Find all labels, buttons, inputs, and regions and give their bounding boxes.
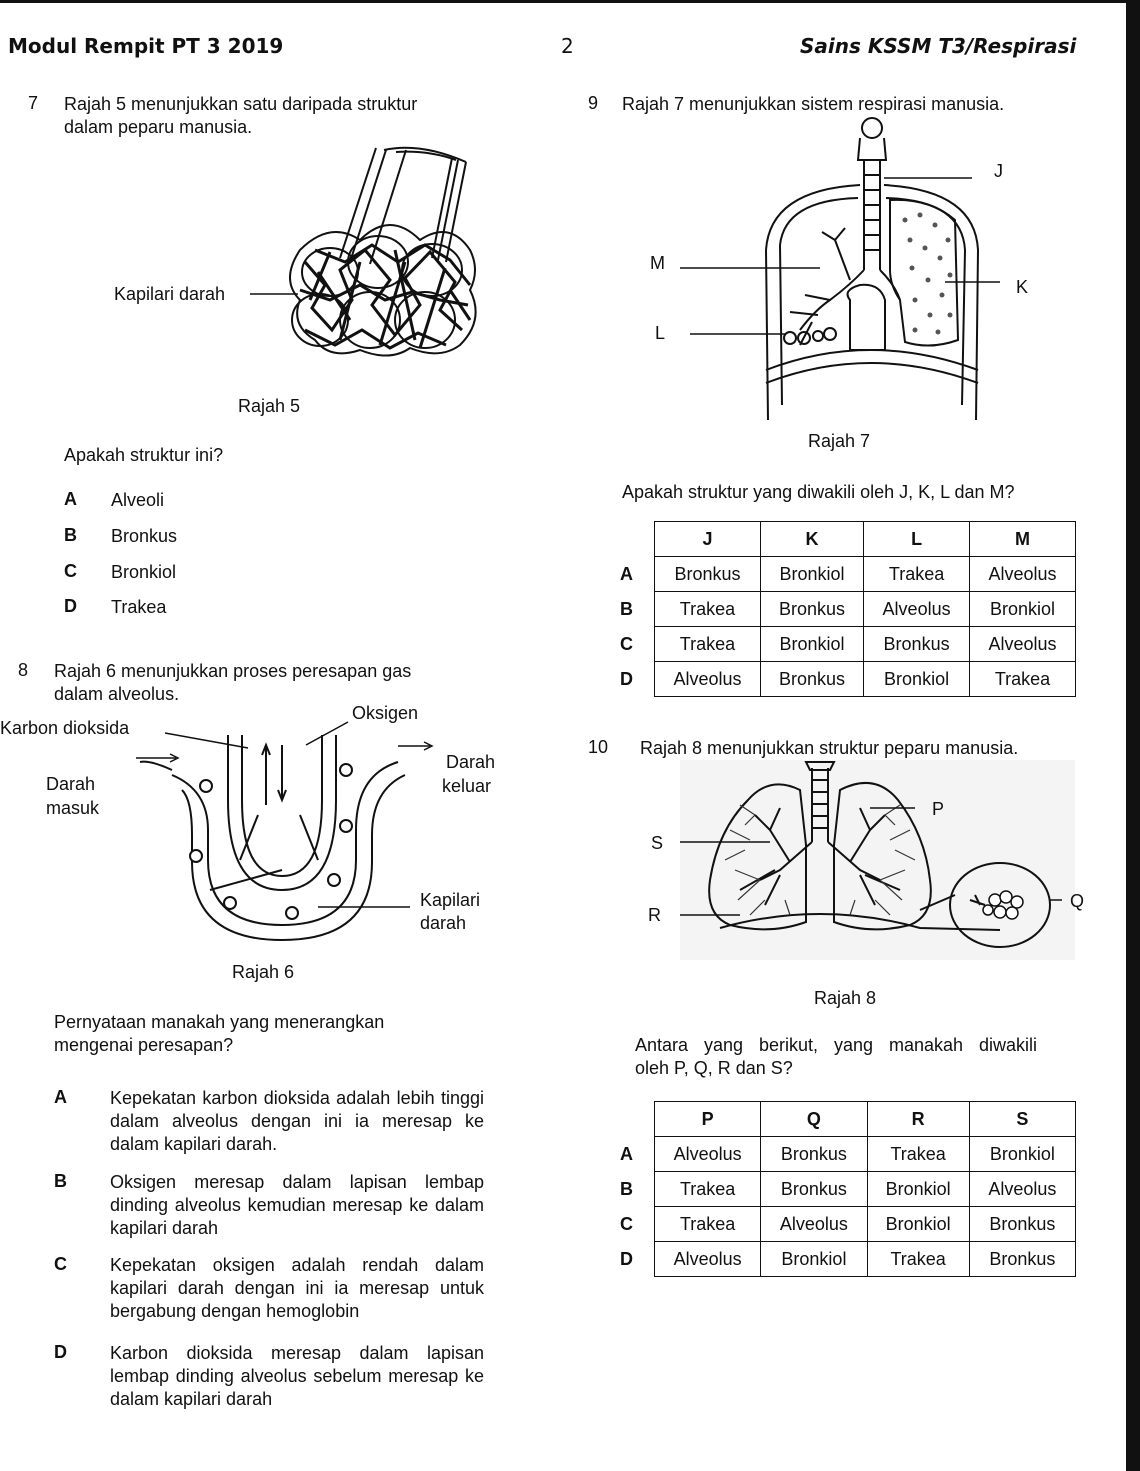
rajah6-label-darah-keluar-2: keluar [442,776,492,796]
q10-cell: Trakea [867,1137,969,1172]
q10-cell: Bronkus [761,1137,867,1172]
q10-cell: Bronkiol [867,1207,969,1242]
q9-cell: Alveolus [970,627,1076,662]
q7-stem-line1: Rajah 5 menunjukkan satu daripada struktur [64,94,418,114]
q9-header-j: J [655,522,761,557]
q8-question-line2: mengenai peresapan? [54,1035,234,1055]
q10-cell: Bronkus [969,1207,1075,1242]
q7-question: Apakah struktur ini? [64,445,224,465]
q10-answer-table [612,1101,1076,1277]
q7-option-c-letter[interactable]: C [64,561,77,581]
q8-option-c-text[interactable]: Kepekatan oksigen adalah rendah dalam kapilari darah dengan ini ia meresap untuk bergabung dengan hemoglobin [110,1255,484,1321]
q9-cell: Bronkiol [760,627,863,662]
q8-stem-line2: dalam alveolus. [54,684,180,704]
q9-cell: Bronkus [655,557,761,592]
rajah6-label-darah-masuk-1: Darah [46,774,96,794]
q9-cell: Trakea [655,627,761,662]
q9-cell: Alveolus [970,557,1076,592]
header-page-number: 2 [561,34,574,58]
q10-row-b-letter[interactable]: B [620,1178,633,1199]
q8-question-line1: Pernyataan manakah yang menerangkan [54,1012,385,1032]
q8-option-b-text[interactable]: Oksigen meresap dalam lapisan lembap dinding alveolus kemudian meresap ke dalam kapilari darah [110,1172,484,1238]
q10-cell: Trakea [655,1172,761,1207]
q9-cell: Bronkus [760,662,863,697]
q7-option-b-letter[interactable]: B [64,525,77,545]
q10-header-p: P [655,1102,761,1137]
rajah7-label-k: K [1016,277,1029,297]
q10-header-s: S [969,1102,1075,1137]
q9-cell: Bronkus [864,627,970,662]
q10-cell: Bronkiol [761,1242,867,1277]
q9-header-m: M [970,522,1076,557]
q9-stem: Rajah 7 menunjukkan sistem respirasi manusia. [622,94,1005,114]
q8-option-d-text[interactable]: Karbon dioksida meresap dalam lapisan lembap dinding alveolus sebelum meresap ke dalam kapilari darah [110,1343,484,1409]
q10-cell: Alveolus [655,1242,761,1277]
q9-question: Apakah struktur yang diwakili oleh J, K, L dan M? [622,482,1015,502]
q10-row-a[interactable] [612,1137,1076,1172]
rajah8-label-q: Q [1070,891,1085,911]
rajah6-label-kapilari-2: darah [420,913,467,933]
q7-option-d-text[interactable]: Trakea [111,597,167,617]
rajah8-label-s: S [651,833,664,853]
q10-cell: Bronkus [969,1242,1075,1277]
rajah7-label-j: J [994,161,1003,181]
rajah8-label-p: P [932,799,945,819]
q10-number: 10 [588,737,609,757]
q10-row-c[interactable] [612,1207,1076,1242]
q7-option-a-text[interactable]: Alveoli [111,490,165,510]
rajah6-caption: Rajah 6 [232,962,295,982]
q8-number: 8 [18,660,29,680]
q10-cell: Bronkiol [867,1172,969,1207]
rajah6-label-darah-keluar-1: Darah [446,752,496,772]
rajah5-label-kapilari: Kapilari darah [114,284,226,304]
q9-number: 9 [588,93,599,113]
q7-option-c-text[interactable]: Bronkiol [111,562,177,582]
q10-table-corner [612,1102,655,1137]
q10-cell: Alveolus [761,1207,867,1242]
q9-header-k: K [760,522,863,557]
q10-cell: Bronkiol [969,1137,1075,1172]
q8-stem-line1: Rajah 6 menunjukkan proses peresapan gas [54,661,412,681]
rajah7-caption: Rajah 7 [808,431,871,451]
q10-row-b[interactable] [612,1172,1076,1207]
q8-option-a-letter[interactable]: A [54,1087,67,1107]
rajah8-caption: Rajah 8 [814,988,877,1008]
rajah8-label-r: R [648,905,661,925]
q9-row-c-letter[interactable]: C [620,633,633,654]
q10-cell: Alveolus [969,1172,1075,1207]
q7-option-d-letter[interactable]: D [64,596,77,616]
q8-option-d-letter[interactable]: D [54,1342,67,1362]
q10-question-line1: Antara yang berikut, yang manakah diwakili [635,1035,1037,1055]
q7-option-a-letter[interactable]: A [64,489,77,509]
rajah7-label-l: L [655,323,666,343]
q10-row-c-letter[interactable]: C [620,1213,633,1234]
q9-cell: Alveolus [864,592,970,627]
q10-cell: Bronkus [761,1172,867,1207]
q7-option-b-text[interactable]: Bronkus [111,526,178,546]
header-left: Modul Rempit PT 3 2019 [8,34,284,58]
q7-stem-line2: dalam peparu manusia. [64,117,253,137]
q9-cell: Bronkiol [970,592,1076,627]
rajah6-label-oksigen: Oksigen [352,703,419,723]
q8-option-c-letter[interactable]: C [54,1254,67,1274]
q9-cell: Bronkiol [760,557,863,592]
rajah6-label-kapilari-1: Kapilari [420,890,481,910]
q10-row-a-letter[interactable]: A [620,1143,633,1164]
rajah6-label-darah-masuk-2: masuk [46,798,100,818]
q9-row-b-letter[interactable]: B [620,598,633,619]
rajah7-label-m: M [650,253,665,273]
q9-row-a-letter[interactable]: A [620,563,633,584]
rajah6-label-karbon-dioksida: Karbon dioksida [0,718,130,738]
q9-cell: Trakea [655,592,761,627]
q9-header-l: L [864,522,970,557]
q10-header-r: R [867,1102,969,1137]
q9-cell: Bronkiol [864,662,970,697]
q10-header-q: Q [761,1102,867,1137]
q9-cell: Trakea [970,662,1076,697]
q10-cell: Alveolus [655,1137,761,1172]
q9-cell: Bronkus [760,592,863,627]
q10-cell: Trakea [867,1242,969,1277]
q10-row-d-letter[interactable]: D [620,1248,633,1269]
q8-option-a-text[interactable]: Kepekatan karbon dioksida adalah lebih tinggi dalam alveolus dengan ini ia meresap ke dalam kapilari darah. [110,1088,484,1154]
q10-cell: Trakea [655,1207,761,1242]
q10-row-d[interactable] [612,1242,1076,1277]
header-right: Sains KSSM T3/Respirasi [800,34,1077,58]
q8-option-b-letter[interactable]: B [54,1171,67,1191]
q10-stem: Rajah 8 menunjukkan struktur peparu manusia. [640,738,1019,758]
q9-cell: Alveolus [655,662,761,697]
q9-row-d-letter[interactable]: D [620,668,633,689]
q10-question-line2: oleh P, Q, R dan S? [635,1058,793,1078]
q7-number: 7 [28,93,39,113]
q9-cell: Trakea [864,557,970,592]
rajah5-caption: Rajah 5 [238,396,301,416]
